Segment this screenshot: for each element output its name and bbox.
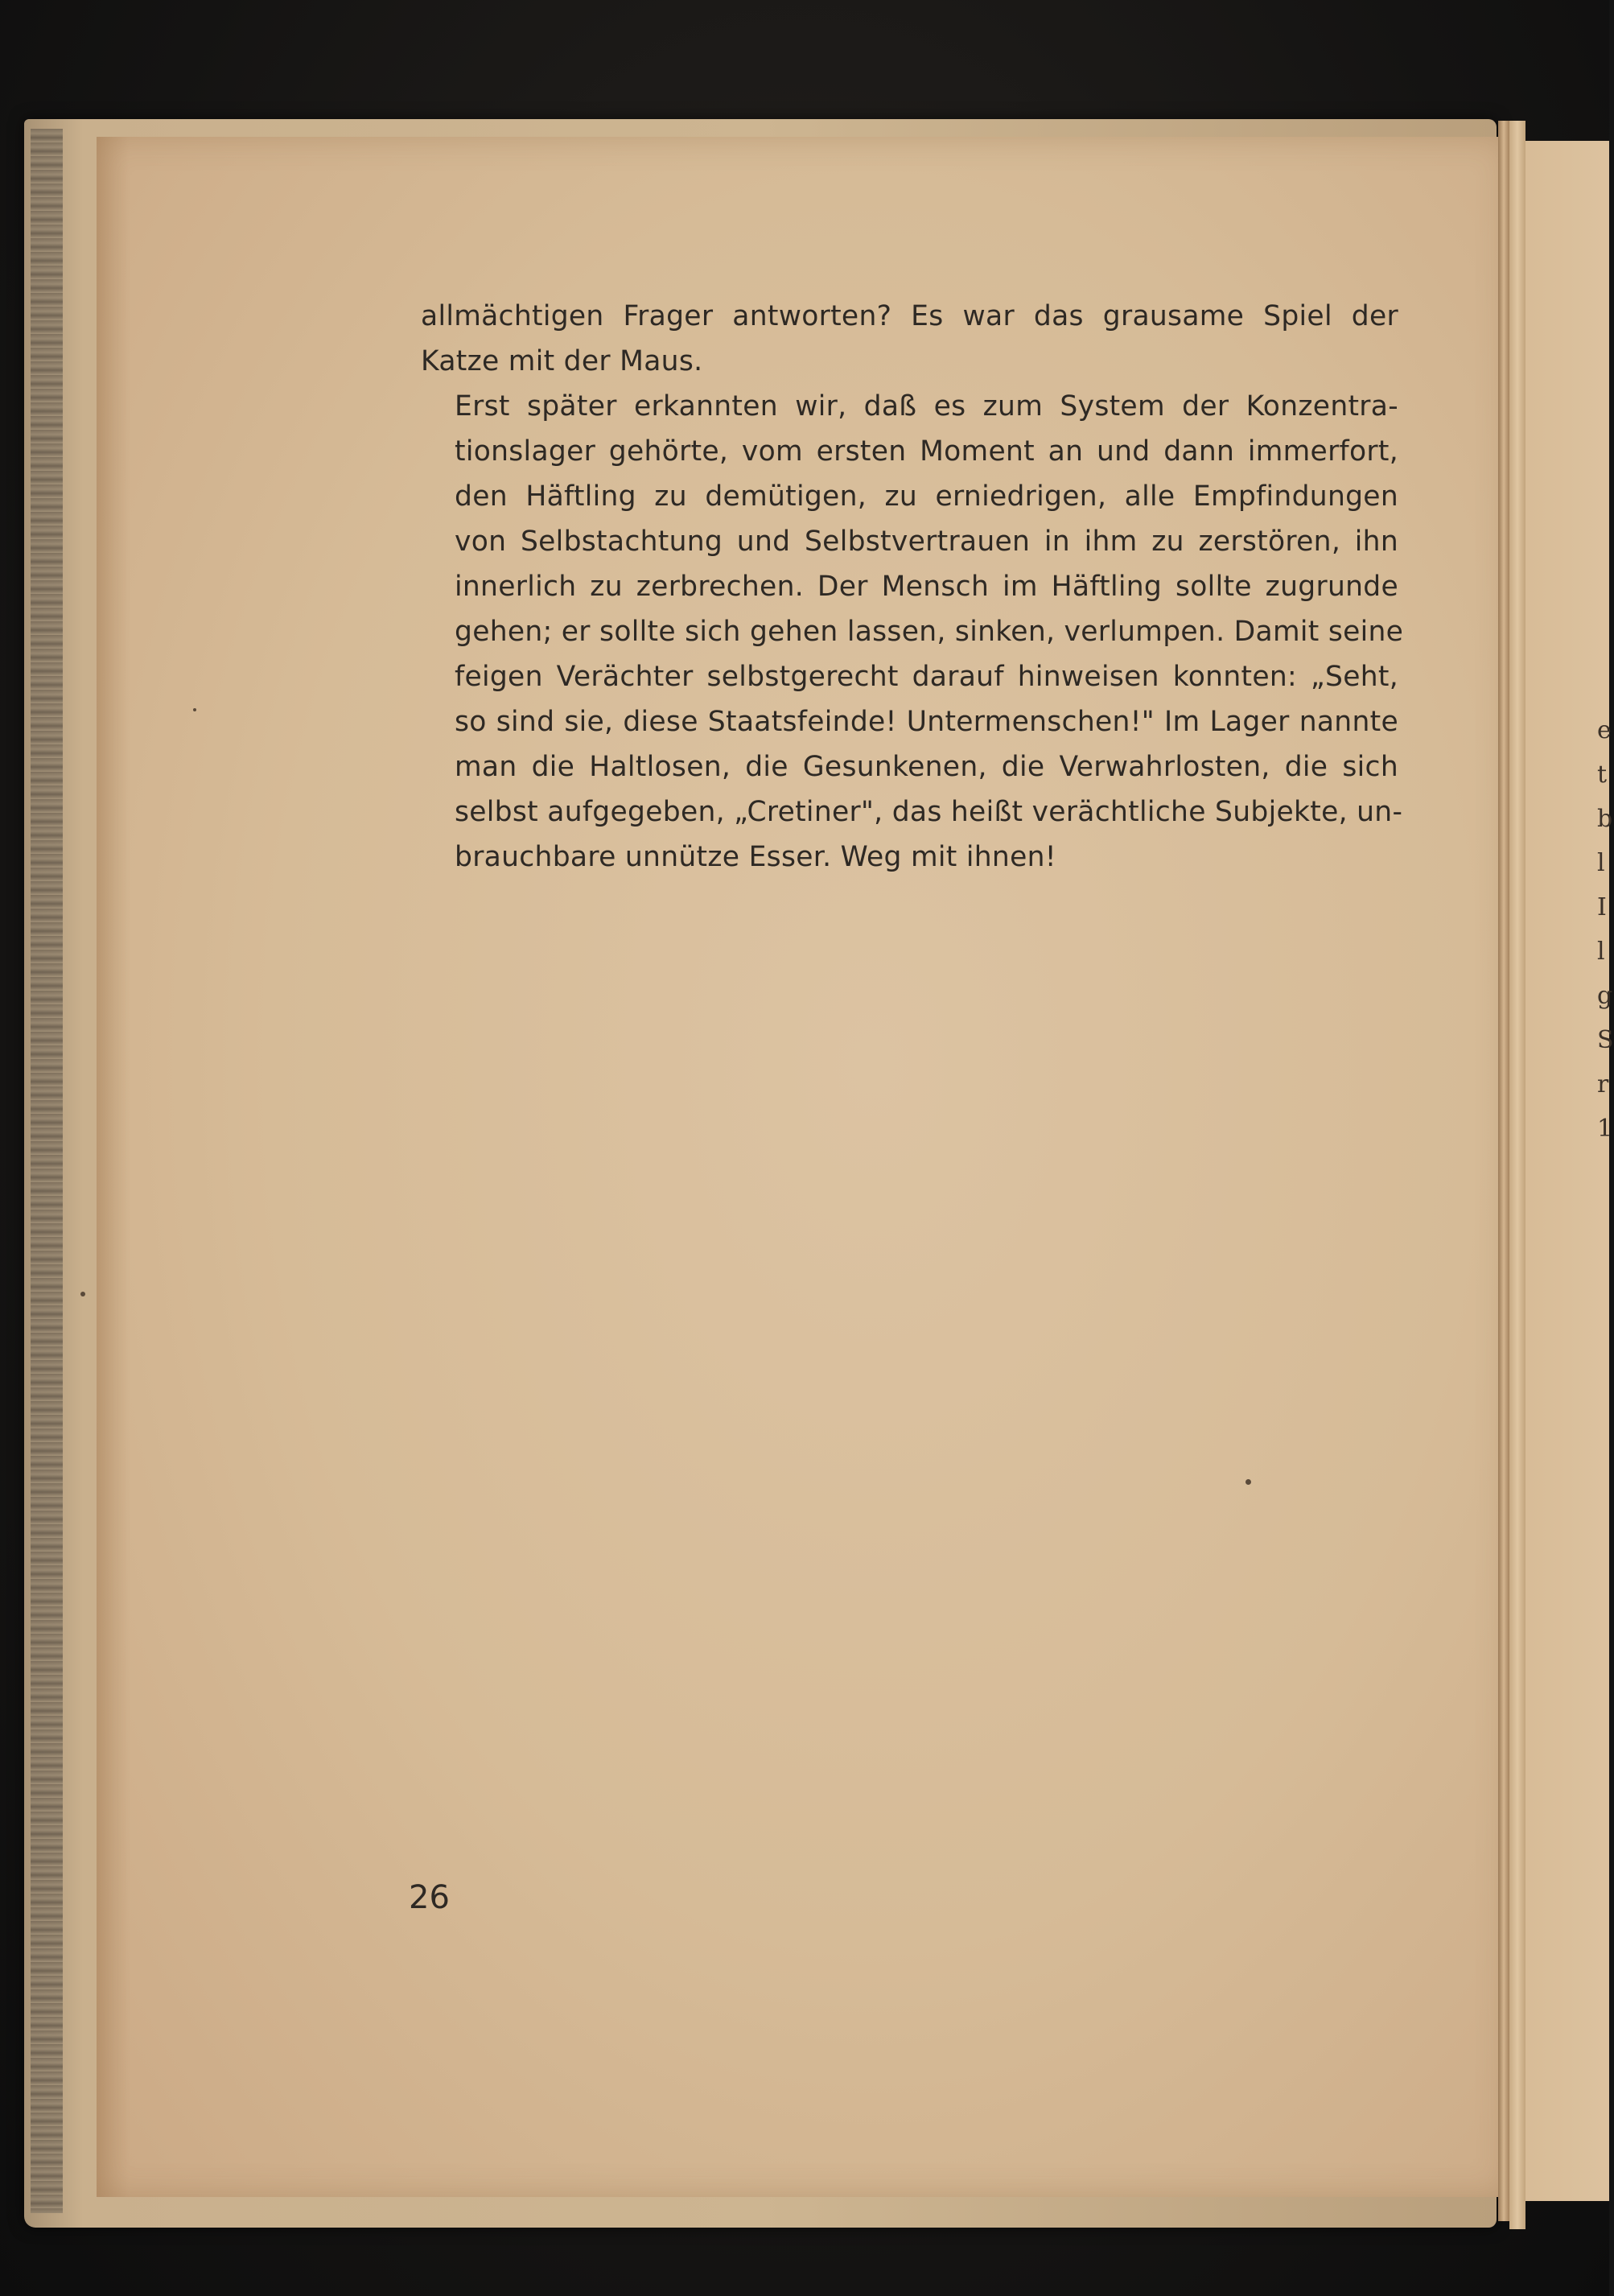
facing-page-letter: I bbox=[1597, 893, 1607, 921]
text-line: den Häftling zu demütigen, zu erniedrigen, alle Empfindungen bbox=[455, 480, 1398, 513]
paragraph bbox=[421, 384, 1404, 880]
body-text bbox=[421, 294, 1404, 880]
facing-page-letter: l bbox=[1597, 938, 1605, 966]
page-number: 26 bbox=[409, 1879, 450, 1916]
text-line: Katze mit der Maus. bbox=[421, 345, 703, 377]
paper-speck bbox=[193, 708, 196, 711]
page-gutter bbox=[1498, 121, 1509, 2221]
facing-page-edge bbox=[1525, 141, 1614, 2201]
text-line: man die Haltlosen, die Gesunkenen, die Verwahrlosten, die sich bbox=[455, 751, 1398, 783]
paragraph bbox=[421, 294, 1398, 384]
text-line: so sind sie, diese Staatsfeinde! Untermenschen!" Im Lager nannte bbox=[455, 706, 1398, 738]
text-line: tionslager gehörte, vom ersten Moment an und dann immerfort, bbox=[455, 435, 1398, 468]
facing-page-letter: g bbox=[1597, 982, 1613, 1010]
page-edge-shadow bbox=[97, 137, 129, 2197]
facing-page-letter: S bbox=[1597, 1026, 1614, 1054]
facing-page-letter: b bbox=[1597, 805, 1613, 833]
text-line: feigen Verächter selbstgerecht darauf hinweisen konnten: „Seht, bbox=[455, 661, 1398, 693]
facing-page-letter: r bbox=[1597, 1070, 1609, 1099]
text-line: gehen; er sollte sich gehen lassen, sinken, verlumpen. Damit seine bbox=[455, 616, 1404, 648]
text-line: Erst später erkannten wir, daß es zum System der Konzentra- bbox=[455, 390, 1398, 423]
paper-speck bbox=[80, 1292, 85, 1296]
worn-cover-edge bbox=[31, 129, 63, 2213]
facing-page-letters bbox=[1597, 708, 1614, 1151]
text-line: von Selbstachtung und Selbstvertrauen in ihm zu zerstören, ihn bbox=[455, 526, 1398, 558]
book-spine bbox=[1509, 121, 1525, 2229]
text-line: brauchbare unnütze Esser. Weg mit ihnen! bbox=[455, 841, 1056, 873]
text-line: allmächtigen Frager antworten? Es war das grausame Spiel der bbox=[421, 300, 1398, 332]
paper-speck bbox=[1245, 1479, 1251, 1485]
facing-page-letter: t bbox=[1597, 761, 1608, 789]
facing-page-letter: e bbox=[1597, 716, 1612, 744]
text-line: innerlich zu zerbrechen. Der Mensch im Häftling sollte zugrunde bbox=[455, 571, 1398, 603]
text-line: selbst aufgegeben, „Cretiner", das heißt verächtliche Subjekte, un- bbox=[455, 796, 1403, 828]
facing-page-letter: l bbox=[1597, 849, 1605, 877]
facing-page-letter: 1 bbox=[1597, 1115, 1613, 1143]
